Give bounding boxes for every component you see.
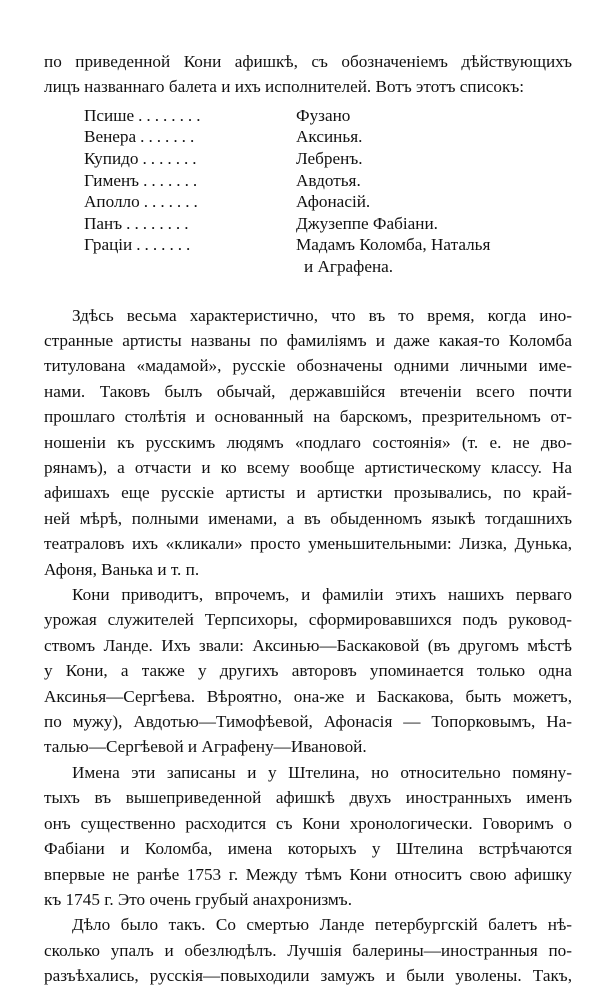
text-line: талью—Сергѣевой и Аграфену—Ивановой. (44, 737, 367, 757)
text-line: къ 1745 г. Это очень грубый анахронизмъ. (44, 889, 352, 909)
paragraph (44, 303, 572, 582)
role-name: Аполло (84, 192, 140, 212)
text-line: Аксинья—Сергѣева. Вѣроятно, она-же и Баскакова, быть можетъ, (44, 686, 572, 706)
text-line: Дѣло было такъ. Со смертью Ланде петербургскій балетъ нѣ- (72, 915, 572, 935)
text-line: рянамъ), а отчасти и ко всему вообще артистическому классу. На (44, 458, 572, 477)
leader-dots: ....... (136, 235, 195, 255)
actor-name: Фузано (296, 105, 351, 125)
text-line: у Кони, а также у другихъ авторовъ упоминается только одна (44, 661, 572, 681)
leader-dots: ........ (126, 213, 193, 233)
text-line: сколько упалъ и обезлюдѣлъ. Лучшія балерины—иностранныя по- (44, 940, 572, 960)
text-line: Имена эти записаны и у Штелина, но относительно помяну- (72, 762, 572, 782)
cast-row (44, 213, 572, 235)
intro-text (44, 49, 572, 100)
text-line: Фабіани и Коломба, имена которыхъ у Штелина встрѣчаются (44, 839, 572, 859)
leader-dots: ....... (142, 149, 201, 168)
role-name: Панъ (84, 213, 123, 233)
leader-dots: ........ (138, 105, 205, 125)
text-line: ней мѣрѣ, полными именами, а въ обыденномъ языкѣ тогдашнихъ (44, 508, 572, 528)
leader-dots: ....... (143, 192, 202, 212)
cast-row (44, 126, 572, 148)
actor-name: Афонасій. (296, 192, 371, 212)
actor-name: Джузеппе Фабіани. (296, 213, 438, 233)
text-line: ствомъ Ланде. Ихъ звали: Аксинью—Баскаковой (въ другомъ мѣстѣ (44, 635, 572, 655)
text-line: Кони приводитъ, впрочемъ, и фамиліи этихъ нашихъ перваго (72, 585, 572, 605)
text-line: лицъ названнаго балета и ихъ исполнителей. Вотъ этотъ списокъ: (44, 77, 525, 97)
text-line: титулована «мадамой», русскіе обозначены одними личными име- (44, 356, 572, 376)
text-line: по мужу), Авдотью—Тимофѣевой, Афонасія — Топорковымъ, На- (44, 712, 572, 732)
cast-row (44, 170, 572, 192)
text-line: разъѣхались, русскія—повыходили замужъ и были уволены. Такъ, (44, 966, 572, 986)
cast-row (44, 191, 572, 213)
text-line: ношеніи къ русскимъ людямъ «подлаго состоянія» (т. е. не дво- (44, 432, 572, 452)
text-line: прошлаго столѣтія и основанный на барскомъ, презрительномъ от- (44, 407, 572, 427)
leader-dots: ....... (140, 127, 199, 147)
cast-list (44, 105, 572, 278)
actor-name-continuation: и Аграфена. (304, 256, 394, 276)
role-name: Купидо (84, 149, 139, 168)
text-line: тыхъ въ вышеприведенной афишкѣ двухъ иностранныхъ именъ (44, 788, 572, 808)
text-line: театраловъ ихъ «кликали» просто уменьшительными: Лизка, Дунька, (44, 534, 572, 554)
actor-name: Аксинья. (296, 127, 363, 147)
text-line: Афоня, Ванька и т. п. (44, 559, 200, 579)
role-name: Граціи (84, 235, 133, 255)
actor-name: Лебренъ. (296, 149, 363, 168)
text-line: впервые не ранѣе 1753 г. Между тѣмъ Кони относитъ свою афишку (44, 864, 572, 884)
text-line: странные артисты названы по фамиліямъ и даже какая-то Коломба (44, 330, 572, 350)
text-line: Здѣсь весьма характеристично, что въ то время, когда ино- (72, 305, 572, 325)
cast-row (44, 234, 572, 256)
text-line: нами. Таковъ былъ обычай, державшійся втеченіи всего почти (44, 381, 572, 401)
cast-row (44, 148, 572, 170)
paragraph (44, 760, 572, 912)
actor-name: Мадамъ Коломба, Наталья (296, 235, 491, 255)
actor-name: Авдотья. (296, 170, 361, 190)
text-line: онъ существенно расходится съ Кони хронологически. Говоримъ о (44, 813, 572, 833)
role-name: Гименъ (84, 170, 140, 190)
text-line: по приведенной Кони афишкѣ, съ обозначеніемъ дѣйствующихъ (44, 52, 572, 71)
text-line: афишахъ еще русскіе артисты и артистки прозывались, по край- (44, 483, 572, 503)
text-line: урожая служителей Терпсихоры, сформировавшихся подъ руковод- (44, 610, 572, 630)
role-name: Псише (84, 105, 135, 125)
paragraph (44, 912, 572, 988)
role-name: Венера (84, 127, 137, 147)
leader-dots: ....... (143, 170, 202, 190)
cast-row (44, 105, 572, 127)
paragraph (44, 582, 572, 760)
